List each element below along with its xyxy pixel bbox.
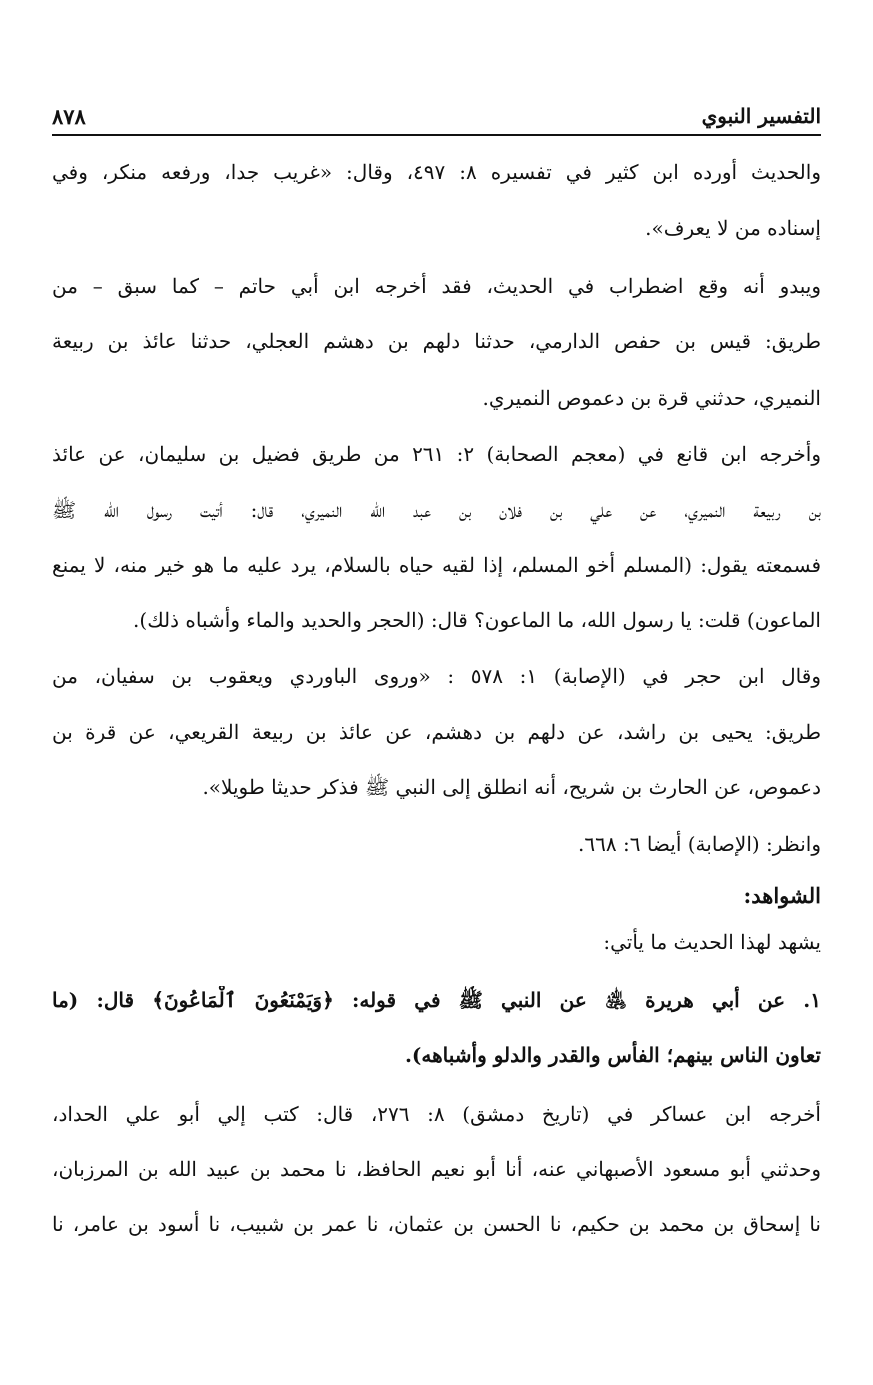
text-line: ١. عن أبي هريرة ﵁ عن النبي ﷺ في قوله: ﴿وَيَمْنَعُونَ ٱلْمَاعُونَ﴾ قال: (ما: [52, 988, 821, 1012]
text-line: الماعون) قلت: يا رسول الله، ما الماعون؟ قال: (الحجر والحديد والماء وأشباه ذلك).: [133, 608, 821, 632]
text-line: وانظر: (الإصابة) أيضا ٦: ٦٦٨.: [578, 832, 821, 856]
text-line: وأخرجه ابن قانع في (معجم الصحابة) ٢: ٢٦١ من طريق فضيل بن سليمان، عن عائذ: [52, 442, 821, 466]
header-rule: [52, 134, 821, 136]
text-line: أخرجه ابن عساكر في (تاريخ دمشق) ٨: ٢٧٦، قال: كتب إلي أبو علي الحداد،: [52, 1102, 821, 1126]
running-header: [52, 100, 821, 136]
text-line: والحديث أورده ابن كثير في تفسيره ٨: ٤٩٧، وقال: «غريب جدا، ورفعه منكر، وفي: [52, 160, 821, 184]
text-line: وحدثني أبو مسعود الأصبهاني عنه، أنا أبو نعيم الحافظ، نا محمد بن عبيد الله بن المرزبان،: [52, 1157, 821, 1181]
text-line: إسناده من لا يعرف».: [645, 216, 821, 240]
text-line: تعاون الناس بينهم؛ الفأس والقدر والدلو وأشباهه).: [404, 1043, 821, 1067]
text-line: طريق: يحيى بن راشد، عن دلهم بن دهشم، عن عائذ بن ربيعة القريعي، عن قرة بن: [52, 720, 821, 744]
text-line: بن ربيعة النميري، عن علي بن فلان بن عبد الله النميري، قال: أتيت رسول الله ﷺ: [52, 498, 821, 522]
book-title: التفسير النبوي: [701, 104, 821, 128]
text-line: طريق: قيس بن حفص الدارمي، حدثنا دلهم بن دهشم العجلي، حدثنا عائذ بن ربيعة: [52, 329, 821, 353]
text-line: وقال ابن حجر في (الإصابة) ١: ٥٧٨ : «وروى الباوردي ويعقوب بن سفيان، من: [52, 664, 821, 688]
text-line: فسمعته يقول: (المسلم أخو المسلم، إذا لقيه حياه بالسلام، يرد عليه ما هو خير منه، لا يمنع: [52, 553, 821, 577]
text-line: يشهد لهذا الحديث ما يأتي:: [603, 930, 821, 954]
section-heading: الشواهد:: [743, 883, 821, 908]
page-number: ٨٧٨: [52, 104, 86, 129]
text-line: النميري، حدثني قرة بن دعموص النميري.: [482, 386, 821, 410]
text-line: نا إسحاق بن محمد بن حكيم، نا الحسن بن عثمان، نا عمر بن شبيب، نا أسود بن عامر، نا: [52, 1212, 821, 1236]
text-line: ويبدو أنه وقع اضطراب في الحديث، فقد أخرجه ابن أبي حاتم – كما سبق – من: [52, 274, 821, 298]
text-line: دعموص، عن الحارث بن شريح، أنه انطلق إلى النبي ﷺ فذكر حديثا طويلا».: [202, 775, 821, 799]
